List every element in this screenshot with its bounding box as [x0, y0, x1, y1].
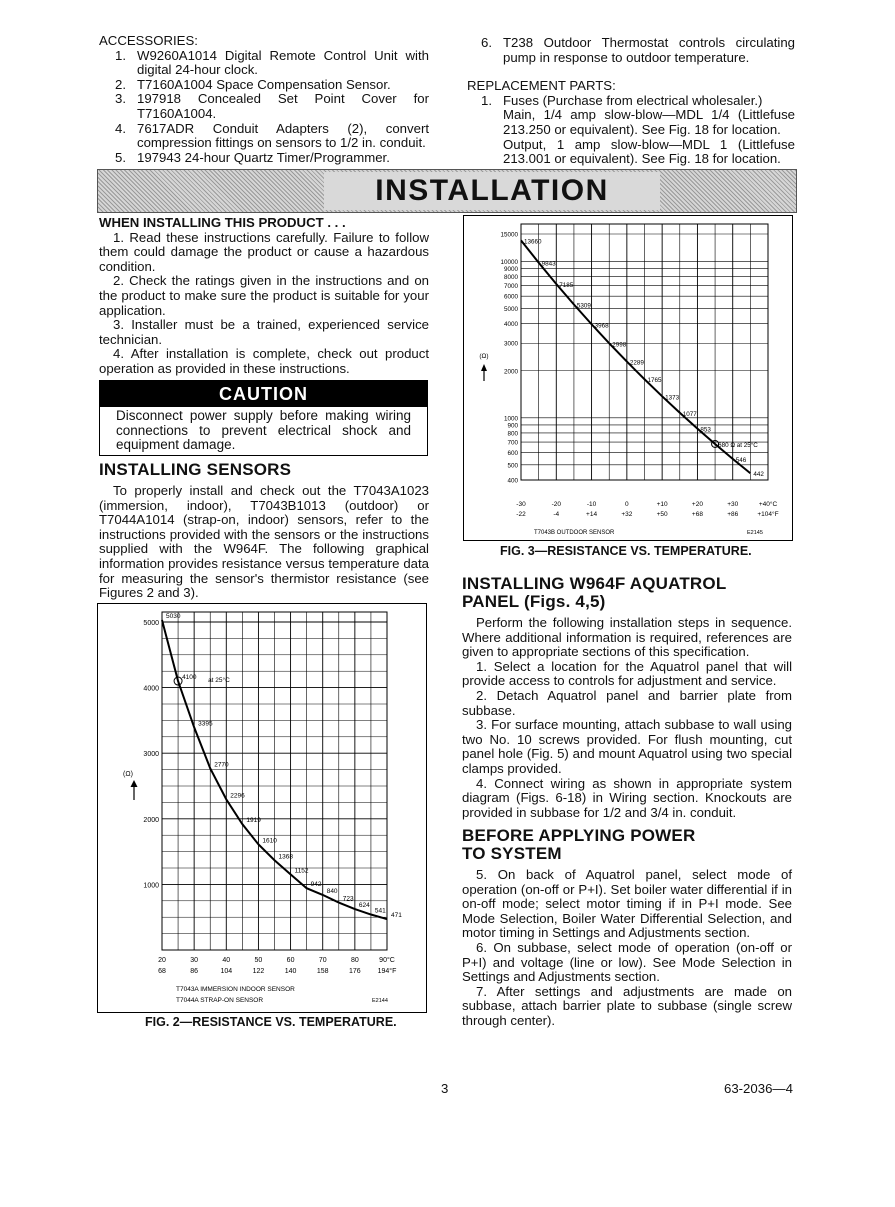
data-label: 723 — [342, 895, 354, 903]
accessories-section — [99, 34, 429, 165]
data-label: 1077 — [682, 410, 697, 418]
caution-label: CAUTION — [100, 381, 427, 407]
data-label: 546 — [735, 456, 747, 464]
list-item: 2. T7160A1004 Space Compensation Sensor. — [115, 76, 391, 92]
data-label: 4100 — [182, 674, 197, 682]
list-item: 6. T238 Outdoor Thermostat controls circulating pump in response to outdoor temperature. — [481, 35, 795, 65]
installing-sensors-text: To properly install and check out the T7043A1023 (immersion, indoor), T7043B1013 (outdoor) or T7044A1014 (strap-on, indoor) sensors, refer to the instructions provided with the sensors or the instructions supplied with the W964F. The following graphical information provides resistance versus temperature data for measuring the sensor's thermistor resistance (see Figures 2 and 3). — [99, 483, 429, 601]
accessories-list — [115, 49, 429, 166]
x-tick-label-celsius: 40 — [222, 957, 231, 964]
x-tick-label-fahrenheit: 68 — [158, 968, 166, 975]
before-power-step: 5. On back of Aquatrol panel, select mode of operation (on-off or P+I). Set boiler water differential if in on-off mode; select motor timing if in P+I mode. See Mode Selection, Boiler Water Differential Selection, and motor timing in Settings and Adjustments section. — [462, 867, 792, 941]
y-tick-label: 700 — [507, 439, 518, 447]
y-tick-label: 3000 — [143, 751, 159, 759]
data-label: 1610 — [262, 837, 277, 845]
annotation: at 25°C — [208, 677, 230, 685]
y-tick-label: 4000 — [143, 685, 159, 693]
x-tick-label-celsius: +20 — [691, 501, 703, 508]
when-installing-section — [99, 216, 429, 377]
y-axis-label: (Ω) — [123, 771, 133, 778]
data-label: 840 — [326, 887, 338, 895]
data-label: 3395 — [198, 720, 213, 728]
when-installing-item: 2. Check the ratings given in the instructions and on the product to make sure the product is suitable for your application. — [99, 273, 429, 318]
x-tick-label-fahrenheit: 104 — [220, 968, 233, 975]
when-installing-title: WHEN INSTALLING THIS PRODUCT . . . — [99, 215, 346, 230]
list-item: 3. 197918 Concealed Set Point Cover for T7160A1004. — [115, 91, 429, 121]
figure-code: E2144 — [372, 998, 388, 1004]
accessories-title: ACCESSORIES: — [99, 33, 198, 48]
x-tick-label-celsius: +30 — [727, 501, 739, 508]
x-tick-label-celsius: +40°C — [758, 501, 778, 508]
x-tick-label-celsius: 60 — [286, 957, 295, 964]
data-label: 442 — [753, 471, 764, 479]
y-tick-label: 1000 — [503, 415, 518, 423]
replacement-item: 1. Fuses (Purchase from electrical wholesaler.) Main, 1/4 amp slow-blow—MDL 1/4 (Littlefuse 213.250 or equivalent). See Fig. 18 for location. Output, 1 amp slow-blow—MDL 1 (Littlefuse 213.001 or equivalent). See Fig. 18 for location. — [481, 92, 795, 167]
installing-panel-body — [462, 616, 792, 820]
caution-box — [99, 380, 428, 456]
y-tick-label: 2000 — [503, 368, 518, 376]
x-tick-label-celsius: 30 — [190, 957, 199, 964]
x-tick-label-fahrenheit: 86 — [190, 968, 199, 975]
data-label: 3968 — [594, 322, 609, 330]
footnote: T7043A IMMERSION INDOOR SENSOR — [176, 986, 295, 993]
data-label: 2296 — [230, 792, 245, 800]
installing-panel-intro: Perform the following installation steps in sequence. Where additional information is required, references are given to appropriate sections of this specification. — [462, 615, 792, 660]
x-tick-label-celsius: -20 — [551, 501, 561, 508]
x-tick-label-fahrenheit: 194°F — [377, 968, 397, 975]
data-label: 624 — [358, 902, 370, 910]
footnote: T7043B OUTDOOR SENSOR — [534, 530, 615, 536]
when-installing-item: 1. Read these instructions carefully. Failure to follow them could damage the product or cause a hazardous condition. — [99, 229, 429, 274]
y-tick-label: 8000 — [503, 274, 518, 282]
caution-text: Disconnect power supply before making wiring connections to prevent electrical shock and equipment damage. — [116, 408, 411, 453]
installation-banner — [97, 169, 797, 213]
data-label: 2998 — [612, 341, 627, 349]
list-item: 5. 197943 24-hour Quartz Timer/Programmer. — [115, 149, 390, 165]
data-label: 1368 — [278, 853, 293, 861]
y-tick-label: 5000 — [143, 620, 159, 627]
y-tick-label: 3000 — [503, 340, 518, 348]
data-label: 1919 — [246, 817, 261, 825]
x-tick-label-celsius: 80 — [350, 957, 359, 964]
y-tick-label: 800 — [507, 430, 518, 438]
fig3-chart — [464, 216, 791, 539]
x-tick-label-fahrenheit: 176 — [349, 968, 361, 975]
data-label: 471 — [391, 912, 402, 920]
y-tick-label: 5000 — [503, 306, 518, 314]
y-axis-arrowhead — [481, 364, 487, 371]
data-label: 541 — [374, 907, 386, 915]
x-tick-label-fahrenheit: -22 — [516, 511, 526, 518]
x-tick-label-fahrenheit: +68 — [691, 511, 703, 518]
installing-panel-step: 2. Detach Aquatrol panel and barrier plate from subbase. — [462, 687, 792, 718]
data-label: 2289 — [629, 359, 644, 367]
data-label: 7185 — [559, 281, 574, 289]
x-tick-label-fahrenheit: +86 — [727, 511, 739, 518]
footnote: T7044A STRAP-ON SENSOR — [176, 997, 264, 1004]
x-tick-label-celsius: 20 — [158, 957, 166, 964]
x-tick-label-celsius: 90°C — [379, 957, 395, 964]
installing-panel-step: 4. Connect wiring as shown in appropriate system diagram (Figs. 6-18) in Wiring section. Knockouts are provided in subbase for 1/2 and 3/4 in. conduit. — [462, 775, 792, 820]
fig2-chart — [98, 604, 425, 1011]
list-item: 4. 7617ADR Conduit Adapters (2), convert compression fittings on sensors to 1/2 in. conduit. — [115, 120, 429, 151]
data-label: 13660 — [524, 238, 542, 246]
fig3-frame — [463, 215, 793, 541]
y-tick-label: 900 — [507, 422, 518, 430]
x-tick-label-celsius: 0 — [625, 501, 629, 508]
accessories-list-continued — [481, 36, 795, 65]
y-tick-label: 7000 — [503, 283, 518, 291]
x-tick-label-fahrenheit: +50 — [656, 511, 668, 518]
accessories-continued — [467, 36, 795, 167]
y-tick-label: 6000 — [503, 293, 518, 301]
data-line — [521, 240, 750, 473]
data-label: 5030 — [166, 613, 181, 621]
x-tick-label-fahrenheit: 158 — [316, 968, 329, 975]
page-number: 3 — [441, 1081, 449, 1096]
data-label: 1373 — [665, 394, 680, 402]
y-tick-label: 500 — [507, 462, 518, 470]
y-tick-label: 10000 — [500, 259, 518, 267]
data-label: 2770 — [214, 761, 229, 769]
replacement-title: REPLACEMENT PARTS: — [467, 78, 616, 94]
x-tick-label-celsius: 70 — [318, 957, 327, 964]
y-tick-label: 2000 — [143, 816, 159, 824]
x-tick-label-fahrenheit: +32 — [621, 511, 633, 518]
x-tick-label-fahrenheit: -4 — [553, 511, 560, 518]
data-label: 1765 — [647, 377, 662, 385]
data-label: 942 — [310, 881, 322, 889]
before-power-heading: BEFORE APPLYING POWER TO SYSTEM — [462, 826, 696, 863]
y-tick-label: 600 — [507, 449, 518, 457]
before-power-step: 7. After settings and adjustments are made on subbase, attach barrier plate to subbase (single screw through center). — [462, 983, 792, 1028]
fig2-frame — [97, 603, 427, 1013]
when-installing-item: 4. After installation is complete, check out product operation as provided in these instructions. — [99, 346, 429, 376]
banner-title: INSTALLATION — [324, 172, 660, 210]
y-axis-arrowhead — [131, 780, 138, 787]
installing-panel-heading: INSTALLING W964F AQUATROL PANEL (Figs. 4,5) — [462, 574, 727, 611]
when-installing-item: 3. Installer must be a trained, experienced service technician. — [99, 317, 429, 347]
data-label: 5309 — [576, 302, 591, 310]
installing-sensors-heading: INSTALLING SENSORS — [99, 460, 292, 479]
y-tick-label: 4000 — [503, 321, 518, 329]
data-label: 9843 — [541, 260, 556, 268]
x-tick-label-fahrenheit: 140 — [284, 968, 297, 975]
installing-panel-step: 1. Select a location for the Aquatrol panel that will provide access to controls for adjustment and service. — [462, 658, 792, 689]
y-axis-label: (Ω) — [479, 353, 489, 360]
x-tick-label-fahrenheit: 122 — [252, 968, 265, 975]
before-power-step: 6. On subbase, select mode of operation (on-off or P+I) and voltage (line or low). See Mode Selection in Settings and Adjustments section. — [462, 939, 792, 985]
installing-panel-step: 3. For surface mounting, attach subbase to wall using two No. 10 screws provided. For flush mounting, cut panel hole (Fig. 5) and mount Aquatrol using two special clamps provided. — [462, 717, 792, 776]
x-tick-label-celsius: -10 — [586, 501, 597, 508]
y-tick-label: 9000 — [503, 266, 518, 274]
x-tick-label-fahrenheit: +14 — [586, 511, 598, 518]
fig3-caption: FIG. 3—RESISTANCE VS. TEMPERATURE. — [500, 544, 752, 558]
x-tick-label-celsius: 50 — [254, 957, 263, 964]
y-tick-label: 400 — [507, 477, 518, 485]
data-label: 680 Ω at 25°C — [718, 441, 758, 449]
list-item: 1. W9260A1014 Digital Remote Control Unit with digital 24-hour clock. — [115, 47, 429, 78]
figure-code: E2145 — [747, 530, 763, 536]
fig2-caption: FIG. 2—RESISTANCE VS. TEMPERATURE. — [145, 1015, 397, 1029]
x-tick-label-celsius: -30 — [516, 501, 526, 508]
document-number: 63-2036—4 — [724, 1081, 793, 1096]
data-label: 1152 — [294, 867, 309, 875]
data-label: 853 — [700, 426, 711, 434]
before-power-body — [462, 868, 792, 1029]
y-tick-label: 15000 — [500, 231, 518, 239]
y-tick-label: 1000 — [143, 882, 159, 890]
x-tick-label-celsius: +10 — [656, 501, 668, 508]
x-tick-label-fahrenheit: +104°F — [757, 511, 779, 518]
